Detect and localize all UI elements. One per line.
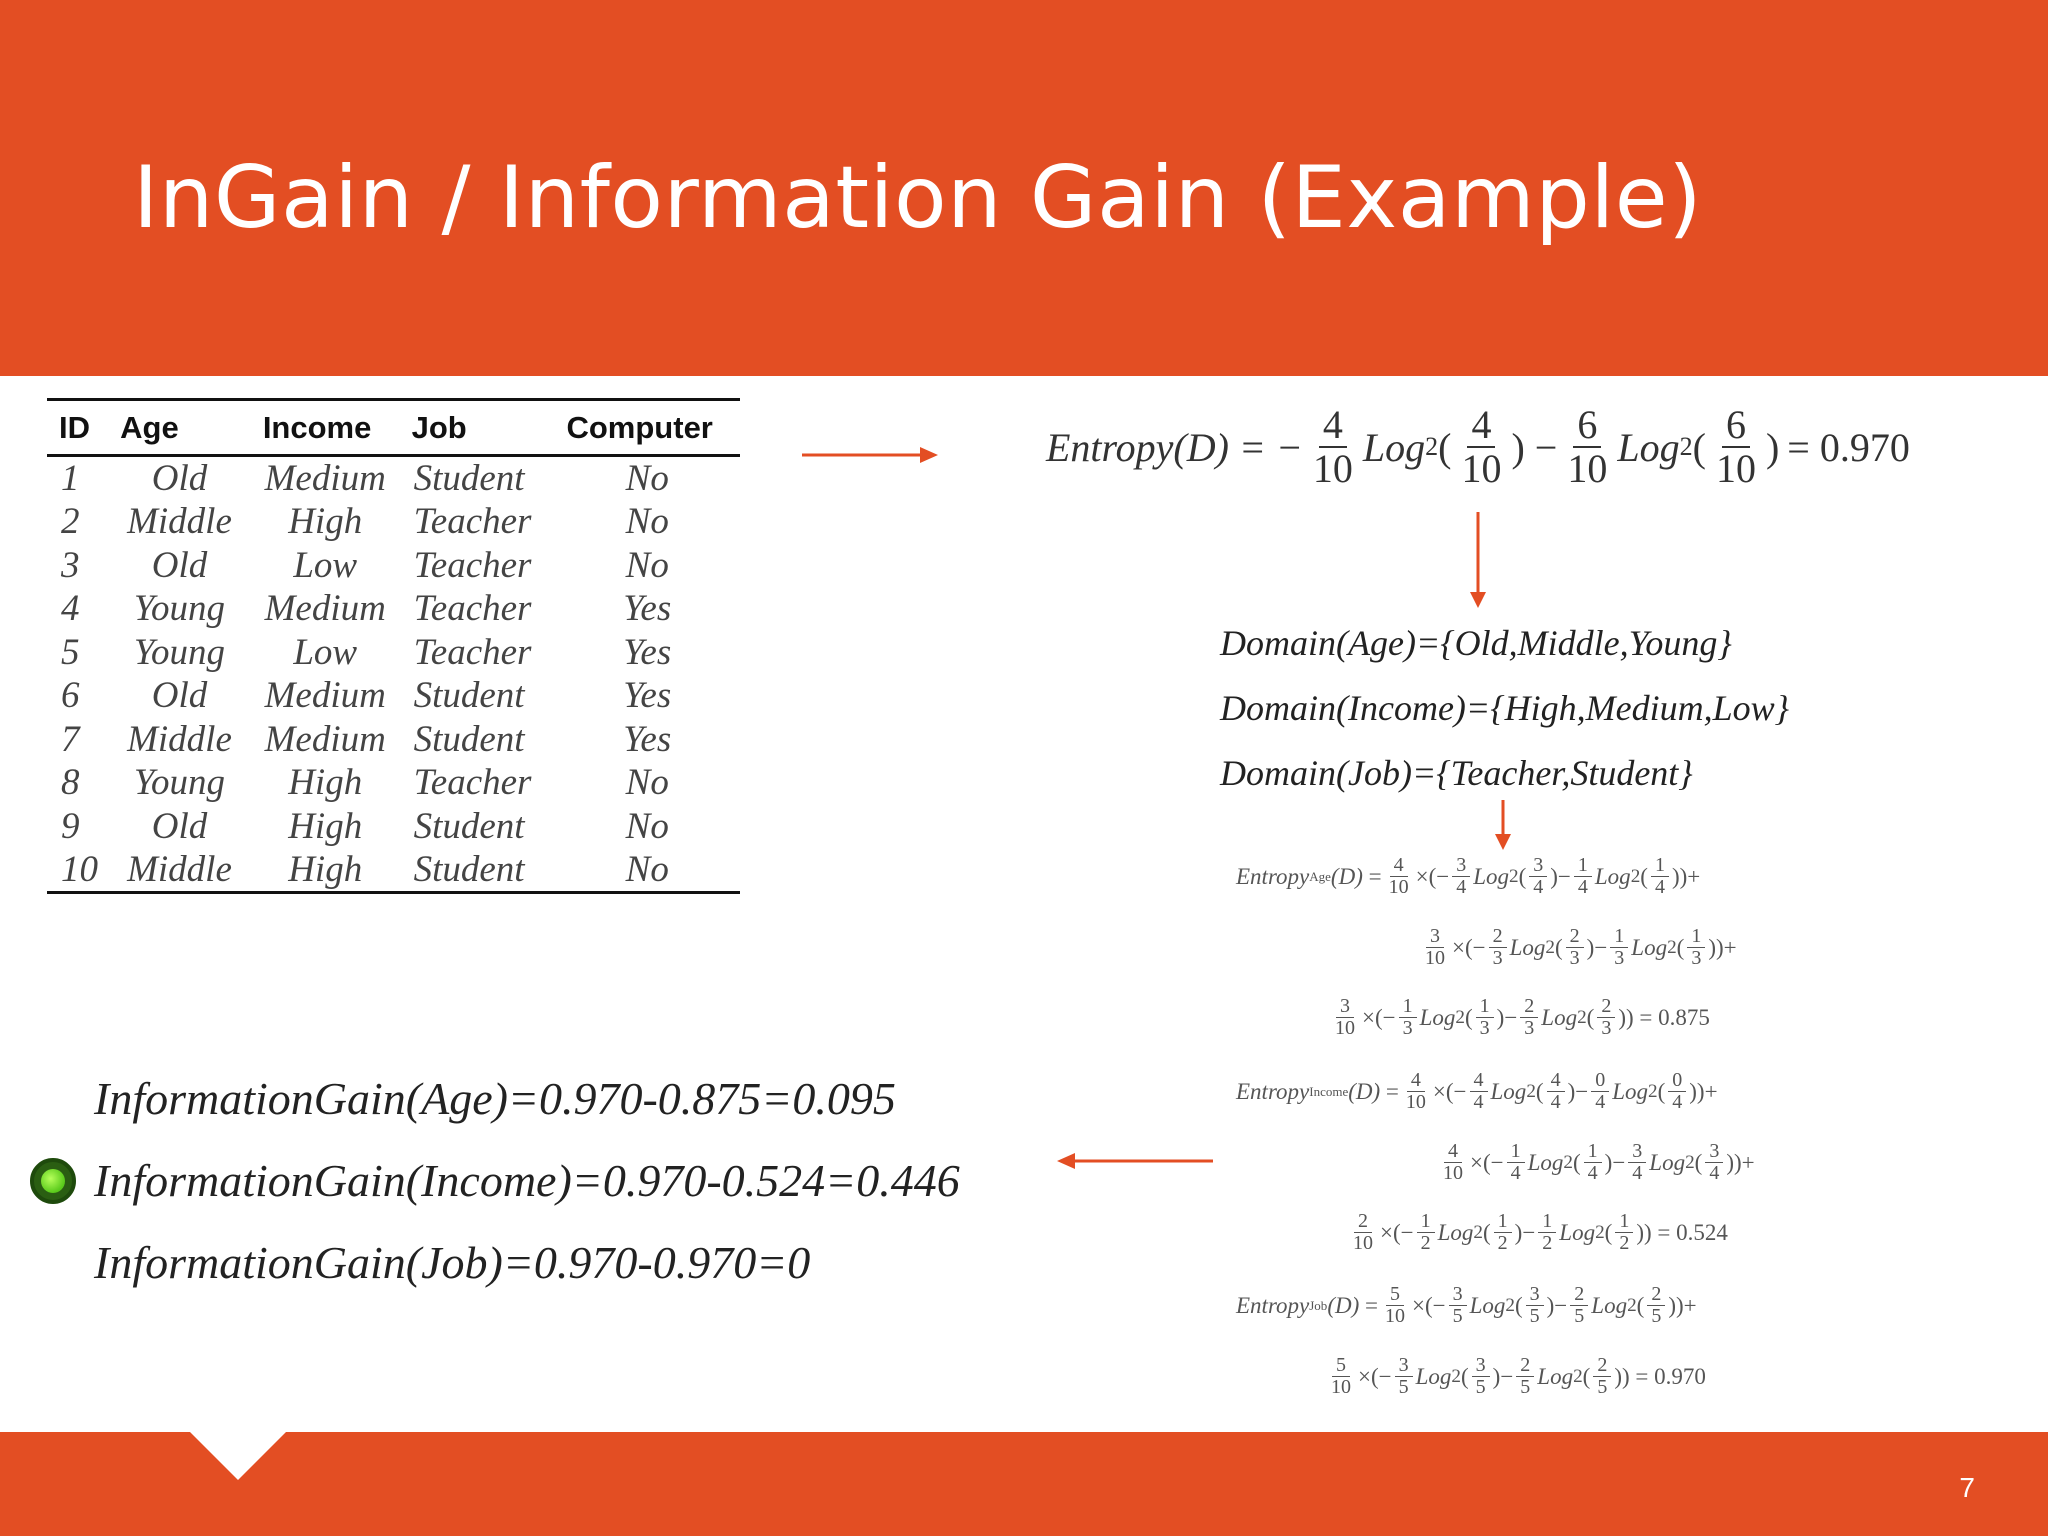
table-row [47,718,740,762]
fraction: $\frac{4}{10}$ [1312,402,1353,491]
table-row [47,587,740,631]
table-cell: Teacher [413,588,532,630]
entropy-age-line-2: $\frac{3}{10}$ ×(− $\frac{2}{3}$ Log 2 ( $\frac{2}{3}$ )− $\frac{1}{3}$ Log 2 ( $\frac{1}{3}$ ))+ [1425,925,1737,969]
table-row [47,848,740,893]
bullet-icon [30,1158,76,1204]
column-header: Income [251,400,400,456]
table-cell: Student [400,848,555,893]
gain-age: InformationGain(Age)=0.970-0.875=0.095 [94,1073,896,1124]
table-cell: High [288,762,363,804]
table-cell: Middle [127,501,232,543]
table-cell: Student [413,458,525,499]
entropy-age-line-3: $\frac{3}{10}$ ×(− $\frac{1}{3}$ Log 2 ( $\frac{1}{3}$ )− $\frac{2}{3}$ Log 2 ( $\frac{2}{3}$ )) = 0.875 [1335,995,1710,1039]
table-cell: Old [151,458,208,499]
entropy-result: = 0.970 [1787,424,1910,470]
table-cell: Medium [264,588,386,630]
table-cell: Old [151,675,208,717]
fraction: $\frac{6}{10}$ [1567,402,1608,491]
table-cell: Yes [623,675,672,717]
table-cell: 5 [61,631,80,673]
table-cell: Yes [623,631,672,673]
table-cell: Student [413,675,525,717]
table-cell: Medium [264,675,386,717]
table-cell: 10 [47,848,108,893]
entropy-income-line-3: $\frac{2}{10}$ ×(− $\frac{1}{2}$ Log 2 ( $\frac{1}{2}$ )− $\frac{1}{2}$ Log 2 ( $\frac{1}{2}$ )) = 0.524 [1353,1210,1728,1254]
table-cell: 2 [61,501,80,543]
table-cell: 7 [61,718,80,760]
table-cell: Yes [623,718,672,760]
table-cell: Middle [127,718,232,760]
entropy-income-line-2: $\frac{4}{10}$ ×(− $\frac{1}{4}$ Log 2 ( $\frac{1}{4}$ )− $\frac{3}{4}$ Log 2 ( $\frac{3}{4}$ ))+ [1443,1140,1755,1184]
table-cell: High [251,848,400,893]
footer-notch [190,1432,286,1480]
table-cell: No [554,848,740,893]
table-cell: Young [133,762,226,804]
table-cell: 1 [61,458,80,499]
table-cell: Teacher [413,501,532,543]
column-header: Computer [554,400,740,456]
table-cell: 9 [61,805,80,847]
left-arrow-icon [1055,1146,1215,1176]
table-cell: No [625,501,669,543]
footer-bar [0,1432,2048,1536]
table-cell: Teacher [413,631,532,673]
table-cell: 6 [61,675,80,717]
table-cell: Old [151,805,208,847]
gain-job: InformationGain(Job)=0.970-0.970=0 [94,1237,811,1288]
table-row [47,544,740,588]
table-row [47,631,740,675]
fraction: $\frac{6}{10}$ [1715,402,1756,491]
gain-income: InformationGain(Income)=0.970-0.524=0.446 [94,1155,960,1206]
column-header: ID [47,400,108,456]
entropy-formula: Entropy(D) = − $\frac{4}{10}$ Log 2 ( $\frac{4}{10}$ ) − $\frac{6}{10}$ Log 2 ( $\frac{6}{10}$ ) = 0.970 [1046,402,1910,491]
entropy-job-line-2: $\frac{5}{10}$ ×(− $\frac{3}{5}$ Log 2 ( $\frac{3}{5}$ )− $\frac{2}{5}$ Log 2 ( $\frac{2}{5}$ )) = 0.970 [1331,1354,1706,1398]
table-row [47,456,740,501]
data-table [47,398,740,894]
table-header-row [47,400,740,456]
domain-income: Domain(Income)={High,Medium,Low} [1220,688,1790,728]
down-arrow-icon [1463,510,1493,610]
table-cell: Teacher [413,544,532,586]
table-cell: No [625,762,669,804]
entropy-job-line-1: Entropy Job (D) = $\frac{5}{10}$ ×(− $\frac{3}{5}$ Log 2 ( $\frac{3}{5}$ )− $\frac{2}{5}$ Log 2 ( $\frac{2}{5}$ ))+ [1236,1283,1697,1327]
table-cell: No [625,458,669,499]
table-row [47,500,740,544]
table-cell: Yes [623,588,672,630]
column-header: Job [400,400,555,456]
entropy-lhs: Entropy(D) = − [1046,424,1303,470]
page-number: 7 [1959,1472,1975,1503]
entropy-income-line-1: Entropy Income (D) = $\frac{4}{10}$ ×(− $\frac{4}{4}$ Log 2 ( $\frac{4}{4}$ )− $\frac{0}{4}$ Log 2 ( $\frac{0}{4}$ ))+ [1236,1069,1718,1113]
domain-age: Domain(Age)={Old,Middle,Young} [1220,623,1732,663]
table-cell: Student [413,718,525,760]
fraction: $\frac{4}{10}$ [1461,402,1502,491]
table-cell: No [625,805,669,847]
table-cell: High [288,501,363,543]
table-cell: Young [133,588,226,630]
domain-job: Domain(Job)={Teacher,Student} [1220,753,1693,793]
table-cell: No [625,544,669,586]
table-cell: Student [413,805,525,847]
table-cell: Old [151,544,208,586]
table-cell: 8 [61,762,80,804]
table-cell: 3 [61,544,80,586]
table-cell: Low [293,544,358,586]
entropy-age-line-1: Entropy Age (D) = $\frac{4}{10}$ ×(− $\frac{3}{4}$ Log 2 ( $\frac{3}{4}$ )− $\frac{1}{4}$ Log 2 ( $\frac{1}{4}$ ))+ [1236,854,1701,898]
column-header: Age [108,400,251,456]
table-cell: High [288,805,363,847]
table-cell: Middle [108,848,251,893]
slide-title: InGain / Information Gain (Example) [133,148,1703,248]
table-row [47,674,740,718]
table-cell: Teacher [413,762,532,804]
table-row [47,761,740,805]
table-cell: 4 [61,588,80,630]
right-arrow-icon [800,440,940,470]
down-arrow-icon [1488,798,1518,852]
table-cell: Young [133,631,226,673]
table-row [47,805,740,849]
table-cell: Medium [264,718,386,760]
table-cell: Low [293,631,358,673]
table-cell: Medium [264,458,386,499]
